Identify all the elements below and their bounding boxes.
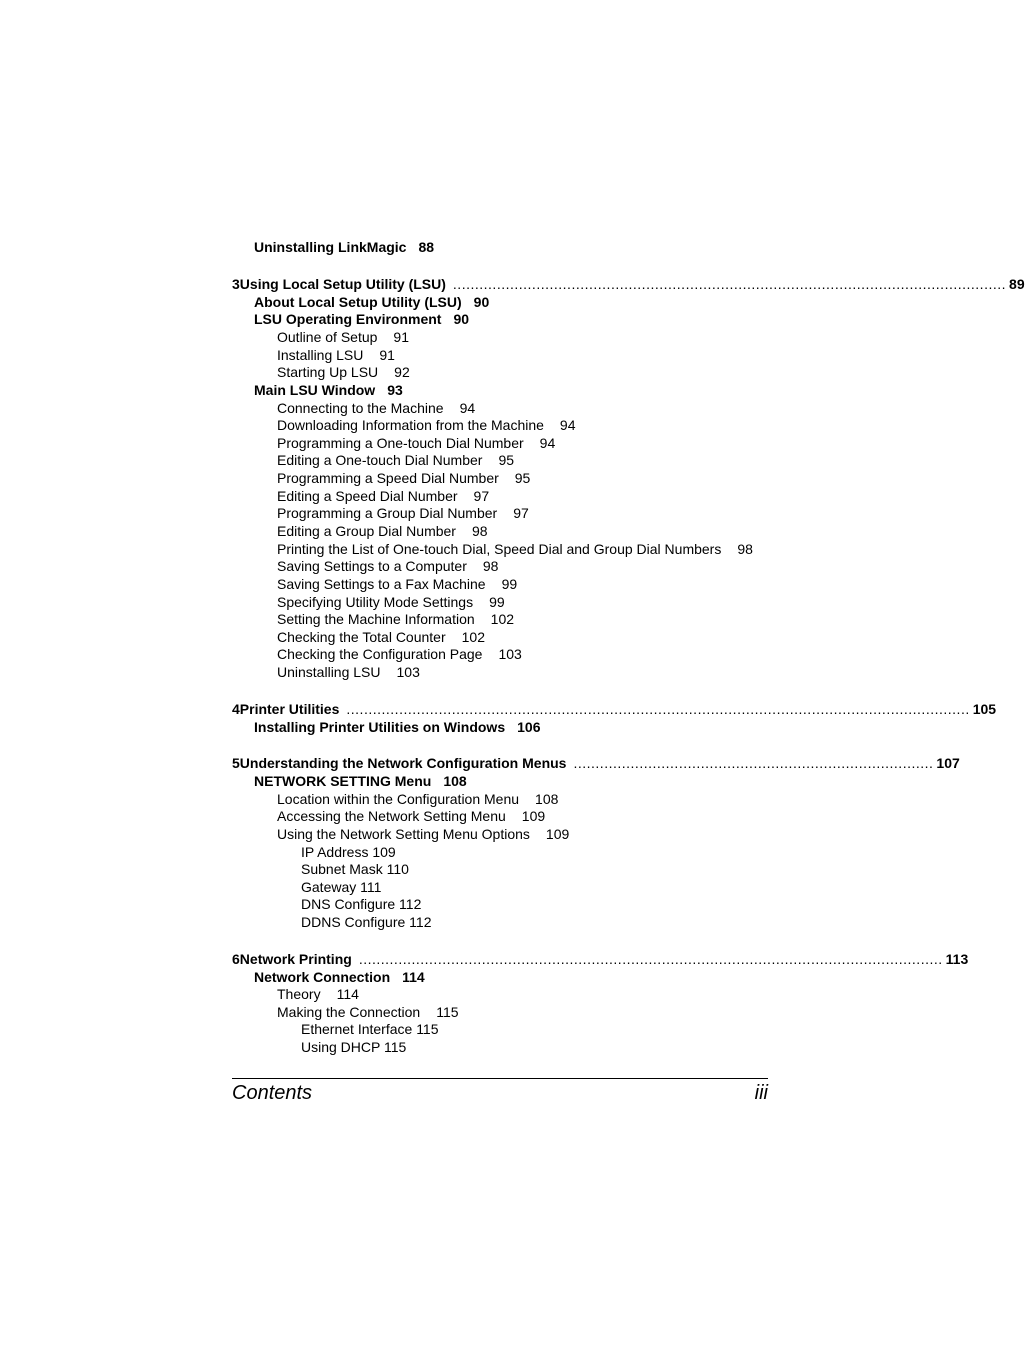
chapter-number: 6: [232, 951, 240, 967]
chapter-page: 105: [972, 701, 997, 717]
entry-title: Programming a One-touch Dial Number: [277, 435, 524, 451]
toc-entry[interactable]: [277, 328, 409, 346]
entry-title: Saving Settings to a Computer: [277, 558, 467, 574]
toc-entry[interactable]: [277, 487, 489, 505]
entry-page: 98: [737, 541, 753, 557]
toc-entry[interactable]: [277, 610, 514, 628]
entry-page: 95: [498, 452, 515, 468]
toc-entry[interactable]: [277, 346, 395, 364]
chapter-number: 3: [232, 276, 240, 292]
toc-entry[interactable]: [301, 913, 431, 931]
chapter-page: 113: [945, 951, 969, 967]
entry-page: 99: [501, 576, 518, 592]
entry-title: Editing a Group Dial Number: [277, 523, 456, 539]
entry-page: 103: [498, 646, 522, 662]
entry-page: 97: [473, 488, 490, 504]
entry-title: LSU Operating Environment: [254, 311, 442, 327]
toc-entry[interactable]: [277, 522, 488, 540]
toc-entry[interactable]: [277, 540, 753, 558]
entry-page: 102: [461, 629, 485, 645]
footer-page-number: iii: [754, 1082, 768, 1104]
entry-page: 112: [409, 914, 432, 930]
toc-entry[interactable]: [277, 825, 569, 843]
dot-leader: ..............................................................................................................................: [452, 276, 1007, 292]
entry-title: Uninstalling LinkMagic: [254, 239, 407, 255]
entry-page: 94: [559, 417, 576, 433]
entry-title: Theory: [277, 986, 321, 1002]
toc-entry[interactable]: [277, 451, 514, 469]
entry-title: Uninstalling LSU: [277, 664, 381, 680]
toc-entry[interactable]: [277, 434, 555, 452]
chapter-page: 89: [1009, 276, 1025, 292]
dot-leader: ..................................................................................: [573, 755, 934, 771]
entry-page: 108: [535, 791, 559, 807]
entry-page: 106: [517, 719, 541, 735]
entry-title: Specifying Utility Mode Settings: [277, 594, 474, 610]
chapter-title: Understanding the Network Configuration Menus: [239, 755, 567, 771]
entry-page: 99: [489, 594, 505, 610]
toc-entry[interactable]: [277, 790, 558, 808]
entry-title: Using the Network Setting Menu Options: [277, 826, 530, 842]
entry-page: 115: [416, 1021, 439, 1037]
toc-entry[interactable]: [277, 557, 498, 575]
entry-page: 112: [399, 896, 422, 912]
chapter-title: Printer Utilities: [239, 701, 340, 717]
entry-page: 97: [513, 505, 529, 521]
entry-page: 92: [394, 364, 410, 380]
entry-page: 114: [336, 986, 359, 1002]
entry-page: 109: [545, 826, 570, 842]
entry-page: 98: [482, 558, 499, 574]
entry-page: 95: [514, 470, 531, 486]
chapter-entry[interactable]: [232, 275, 1025, 293]
toc-entry[interactable]: [254, 772, 467, 790]
toc-entry[interactable]: [277, 593, 505, 611]
entry-title: Setting the Machine Information: [277, 611, 475, 627]
entry-title: Gateway: [301, 879, 357, 895]
toc-entry[interactable]: [277, 469, 530, 487]
entry-page: 94: [459, 400, 476, 416]
entry-title: Downloading Information from the Machine: [277, 417, 544, 433]
entry-title: Connecting to the Machine: [277, 400, 444, 416]
entry-title: Installing LSU: [277, 347, 364, 363]
chapter-title: Using Local Setup Utility (LSU): [239, 276, 446, 292]
entry-page: 91: [379, 347, 395, 363]
entry-page: 115: [384, 1039, 407, 1055]
toc-entry[interactable]: [254, 238, 434, 256]
toc-entry[interactable]: [254, 293, 489, 311]
entry-title: IP Address: [301, 844, 369, 860]
chapter-title: Network Printing: [239, 951, 352, 967]
footer-divider: [232, 1078, 768, 1079]
entry-page: 102: [490, 611, 515, 627]
entry-title: Programming a Group Dial Number: [277, 505, 498, 521]
entry-title: Printing the List of One-touch Dial, Speed Dial and Group Dial Numbers: [277, 541, 722, 557]
toc-entry[interactable]: [254, 718, 540, 736]
entry-page: 109: [521, 808, 546, 824]
entry-title: Location within the Configuration Menu: [277, 791, 520, 807]
entry-page: 88: [418, 239, 435, 255]
entry-title: Subnet Mask: [301, 861, 383, 877]
entry-page: 103: [396, 664, 420, 680]
entry-page: 90: [453, 311, 470, 327]
entry-page: 93: [387, 382, 403, 398]
toc-entry[interactable]: [254, 310, 469, 328]
toc-entry[interactable]: [254, 381, 403, 399]
toc-entry[interactable]: [277, 363, 410, 381]
entry-title: Network Connection: [254, 969, 391, 985]
toc-entry[interactable]: [277, 416, 576, 434]
entry-title: Accessing the Network Setting Menu: [277, 808, 506, 824]
entry-title: Saving Settings to a Fax Machine: [277, 576, 486, 592]
entry-title: Checking the Total Counter: [277, 629, 446, 645]
entry-title: Main LSU Window: [254, 382, 376, 398]
entry-title: Editing a One-touch Dial Number: [277, 452, 483, 468]
entry-page: 108: [443, 773, 467, 789]
entry-title: NETWORK SETTING Menu: [254, 773, 432, 789]
toc-entry[interactable]: [277, 1003, 459, 1021]
entry-page: 109: [372, 844, 396, 860]
toc-entry[interactable]: [301, 860, 409, 878]
chapter-entry[interactable]: [232, 700, 997, 718]
toc-entry[interactable]: [301, 843, 396, 861]
toc-entry[interactable]: [277, 575, 517, 593]
toc-entry[interactable]: [277, 807, 545, 825]
toc-entry[interactable]: [301, 1020, 439, 1038]
toc-entry[interactable]: [277, 399, 475, 417]
entry-page: 94: [539, 435, 556, 451]
toc-entry[interactable]: [254, 968, 425, 986]
toc-entry[interactable]: [277, 663, 420, 681]
footer-title: Contents: [232, 1082, 313, 1104]
entry-title: DDNS Configure: [301, 914, 406, 930]
entry-title: Checking the Configuration Page: [277, 646, 483, 662]
entry-title: Programming a Speed Dial Number: [277, 470, 499, 486]
entry-title: DNS Configure: [301, 896, 396, 912]
entry-title: Using DHCP: [301, 1039, 381, 1055]
toc-entry[interactable]: [301, 1038, 406, 1056]
chapter-page: 107: [936, 755, 960, 771]
entry-page: 91: [393, 329, 409, 345]
dot-leader: ..............................................................................................................................................: [346, 701, 970, 717]
entry-title: Installing Printer Utilities on Windows: [254, 719, 506, 735]
entry-title: Editing a Speed Dial Number: [277, 488, 458, 504]
entry-title: Making the Connection: [277, 1004, 421, 1020]
chapter-number: 5: [232, 755, 240, 771]
entry-page: 115: [436, 1004, 459, 1020]
entry-page: 90: [473, 294, 490, 310]
entry-page: 114: [402, 969, 425, 985]
toc-entry[interactable]: [301, 895, 421, 913]
entry-title: Ethernet Interface: [301, 1021, 413, 1037]
toc-entry[interactable]: [277, 985, 359, 1003]
toc-entry[interactable]: [277, 645, 522, 663]
toc-entry[interactable]: [277, 504, 529, 522]
toc-entry[interactable]: [301, 878, 381, 896]
entry-page: 111: [360, 879, 382, 895]
entry-page: 98: [471, 523, 488, 539]
chapter-number: 4: [232, 701, 240, 717]
dot-leader: .....................................................................................................................................: [358, 951, 943, 967]
entry-title: Starting Up LSU: [277, 364, 379, 380]
entry-title: About Local Setup Utility (LSU): [254, 294, 462, 310]
chapter-entry[interactable]: [232, 950, 969, 968]
entry-title: Outline of Setup: [277, 329, 378, 345]
entry-page: 110: [386, 861, 409, 877]
chapter-entry[interactable]: [232, 754, 960, 772]
toc-entry[interactable]: [277, 628, 485, 646]
